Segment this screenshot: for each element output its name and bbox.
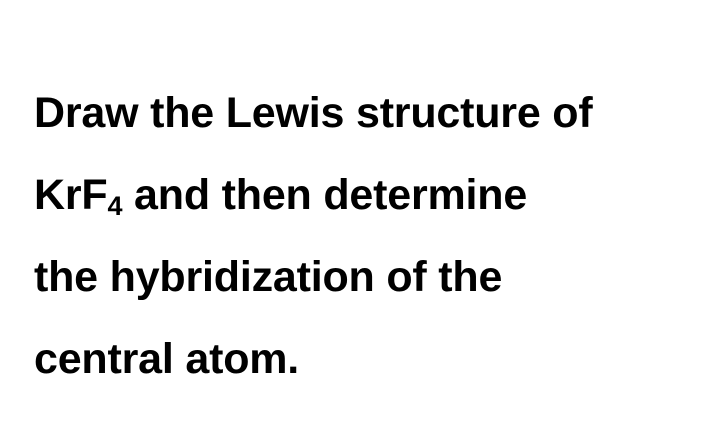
question-line-3: the hybridization of the [34,253,503,301]
formula-krf4 [34,171,122,219]
question-line-2-rest: and then determine [122,171,528,219]
question-line-4: central atom. [34,335,300,383]
formula-base: KrF [34,171,108,219]
formula-subscript: 4 [107,191,123,221]
question-line-2 [34,154,704,236]
question-line-1: Draw the Lewis structure of [34,89,593,137]
question-text [34,72,704,400]
